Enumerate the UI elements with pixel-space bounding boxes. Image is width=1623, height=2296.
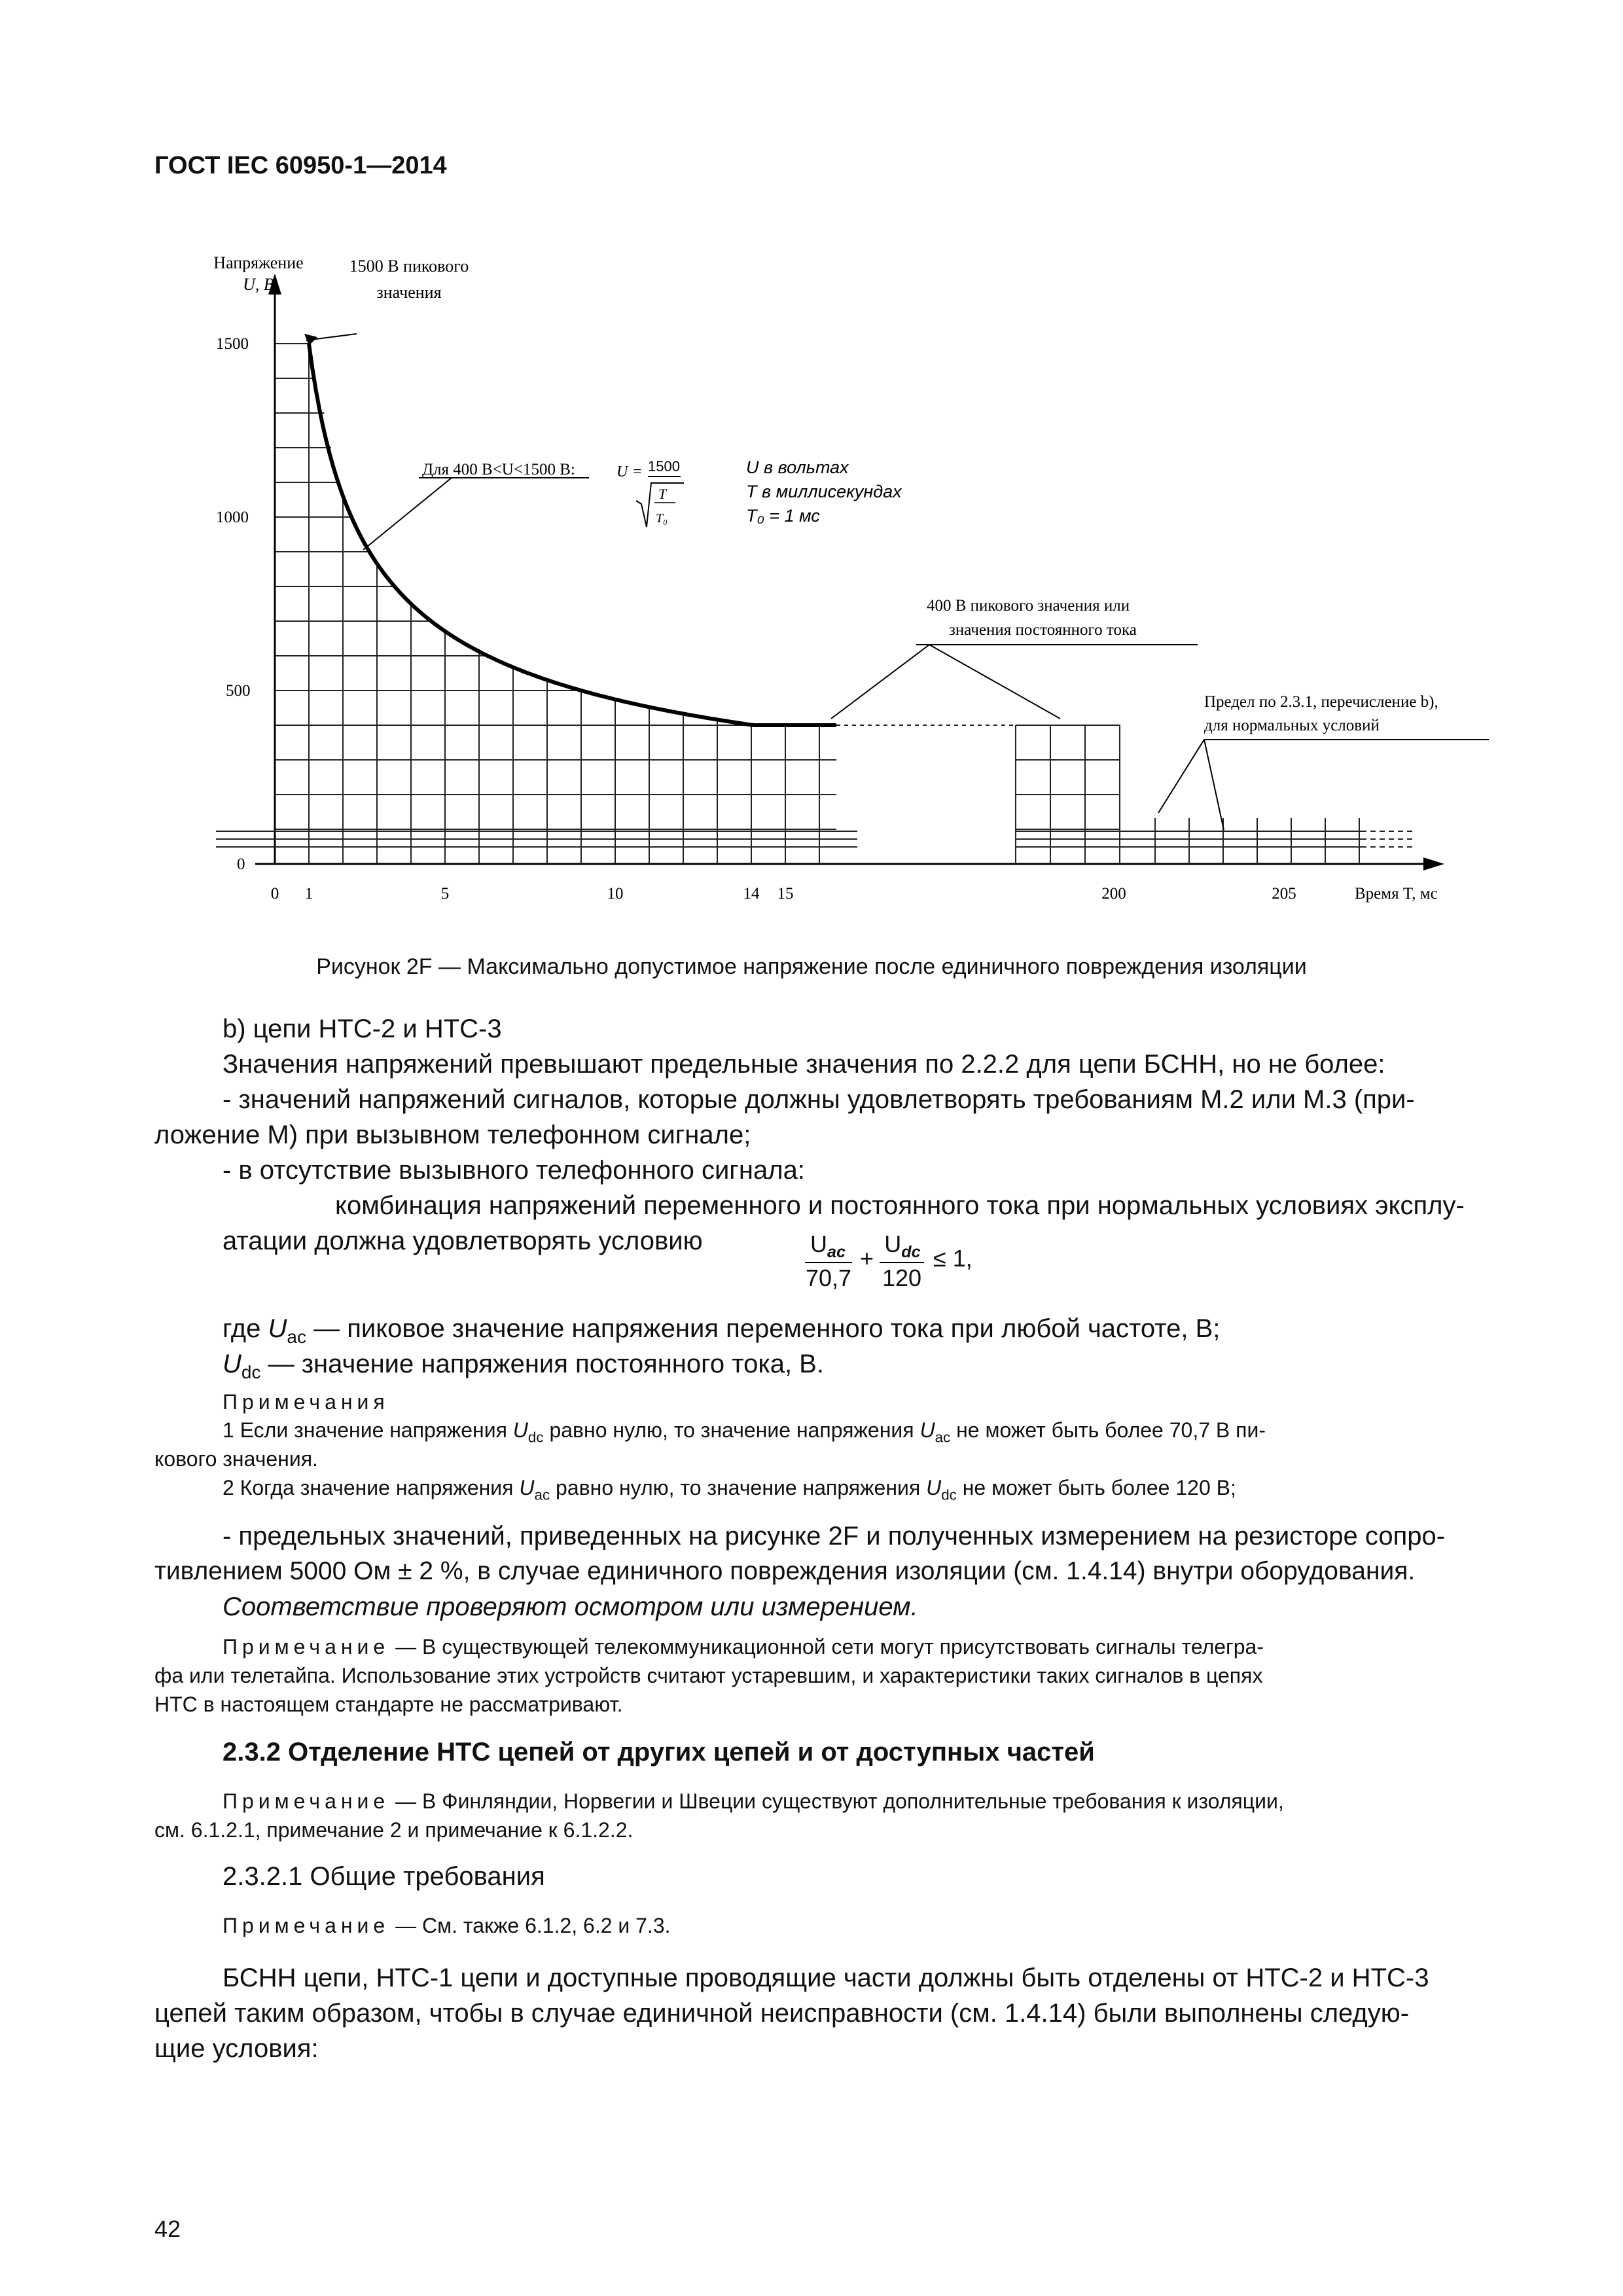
peak-note-1: 1500 В пикового [349, 257, 469, 276]
grid-left [275, 344, 836, 864]
figure-2f [131, 242, 1505, 949]
note-1-cont: кового значения. [154, 1447, 318, 1471]
x-tick-5: 5 [440, 885, 450, 903]
note400-leader-left [831, 645, 929, 719]
x-tick-14: 14 [743, 885, 760, 903]
peak-note-2: значения [376, 283, 442, 302]
eq-plus: + [860, 1245, 874, 1272]
x-axis-arrow [1423, 857, 1444, 870]
note-1: 1 Если значение напряжения $U_{dc}$ равно нулю, то значение напряжения $U_{ac}$ не может быть более 70,7 В пи- [223, 1418, 1266, 1446]
x-tick-10: 10 [607, 885, 624, 903]
where-2: $U_{dc}$ — значение напряжения постоянного тока, В. [223, 1350, 824, 1382]
axes [255, 274, 1444, 870]
para-5b: тивлением 5000 Ом ± 2 %, в случае единичного повреждения изоляции (см. 1.4.14) внутри оборудования. [154, 1557, 1416, 1585]
para-5a: - предельных значений, приведенных на рисунке 2F и полученных измерением на резисторе сопро- [223, 1522, 1446, 1551]
formula-leader [363, 478, 452, 550]
para-3: - в отсутствие вызывного телефонного сигнала: [223, 1156, 805, 1185]
note-3c: НТС в настоящем стандарте не рассматривают. [154, 1693, 623, 1716]
para-4a: комбинация напряжений переменного и постоянного тока при нормальных условиях эксплу- [335, 1191, 1465, 1220]
legend-1: U в вольтах [746, 457, 849, 477]
para-2a: - значений напряжений сигналов, которые должны удовлетворять требованиям М.2 или М.3 (при- [223, 1085, 1415, 1114]
note-5: Примечание — См. также 6.1.2, 6.2 и 7.3. [223, 1914, 671, 1937]
notelimit-leader-1 [1158, 740, 1204, 813]
y-tick-1000: 1000 [216, 509, 249, 526]
voltage-curve [309, 344, 836, 725]
y-tick-1500: 1500 [216, 335, 249, 353]
notelimit-2: для нормальных условий [1204, 717, 1380, 734]
para-7c: щие условия: [154, 2034, 319, 2063]
note-3b: фа или телетайпа. Использование этих устройств считают устаревшим, и характеристики таких сигналов в цепях [154, 1664, 1263, 1687]
notelimit-leader-2 [1204, 740, 1224, 830]
formula-den-t0: T₀ [656, 511, 668, 526]
note400-leader-right [929, 645, 1060, 719]
x-tick-0: 0 [270, 885, 279, 903]
eq-bar-2 [880, 1262, 924, 1263]
section-2-3-2-1: 2.3.2.1 Общие требования [223, 1862, 545, 1891]
note-2: 2 Когда значение напряжения $U_{ac}$ равно нулю, то значение напряжения $U_{dc}$ не может быть более 120 В; [223, 1476, 1236, 1503]
x-axis-label: Время T, мс [1355, 885, 1438, 903]
page-number: 42 [154, 2215, 181, 2242]
notelimit-1: Предел по 2.3.1, перечисление b), [1204, 693, 1438, 711]
note-4: Примечание — В Финляндии, Норвегии и Швеции существуют дополнительные требования к изоляции, [223, 1789, 1284, 1813]
y-tick-500: 500 [226, 682, 251, 700]
note400-2: значения постоянного тока [949, 621, 1137, 639]
note-4b: см. 6.1.2.1, примечание 2 и примечание к 6.1.2.2. [154, 1818, 633, 1842]
para-4b: атации должна удовлетворять условию [223, 1227, 703, 1255]
formula-num: 1500 [648, 458, 680, 475]
y-label-1: Напряжение [213, 253, 304, 272]
x-tick-205: 205 [1272, 885, 1296, 903]
para-1: Значения напряжений превышают предельные значения по 2.2.2 для цепи БСНН, но не более: [223, 1050, 1385, 1079]
formula-prefix: Для 400 В<U<1500 В: [422, 461, 575, 478]
y-tick-0: 0 [237, 855, 245, 873]
grid-right [836, 725, 1120, 864]
note-3: Примечание — В существующей телекоммуникационной сети могут присутствовать сигналы телегра- [223, 1635, 1264, 1659]
para-2b: ложение М) при вызывном телефонном сигнале; [154, 1121, 751, 1149]
b-title: b) цепи НТС-2 и НТС-3 [223, 1014, 502, 1043]
compliance-check: Соответствие проверяют осмотром или измерением. [223, 1592, 918, 1621]
limit-lines [216, 818, 1414, 864]
figure-caption: Рисунок 2F — Максимально допустимое напряжение после единичного повреждения изоляции [316, 954, 1307, 979]
eq-uac-den: 70,7 [805, 1265, 852, 1291]
eq-tail: ≤ 1, [933, 1245, 972, 1272]
x-tick-200: 200 [1101, 885, 1126, 903]
notes-title: Примечания [223, 1390, 389, 1414]
legend-3: T₀ = 1 мс [746, 506, 820, 526]
eq-udc-num: $U_{dc}$ [884, 1230, 921, 1262]
formula-den-t: T [658, 486, 667, 502]
document-header: ГОСТ IEC 60950-1—2014 [154, 152, 447, 179]
x-tick-15: 15 [777, 885, 794, 903]
para-7a: БСНН цепи, НТС-1 цепи и доступные проводящие части должны быть отделены от НТС-2 и НТС-3 [223, 1964, 1429, 1992]
where-1: где $U_{ac}$ — пиковое значение напряжения переменного тока при любой частоте, В; [223, 1314, 1221, 1347]
eq-uac-num: $U_{ac}$ [810, 1230, 846, 1262]
formula-lhs: U = [616, 463, 643, 480]
x-tick-1: 1 [304, 885, 313, 903]
section-2-3-2: 2.3.2 Отделение НТС цепей от других цепей и от доступных частей [223, 1738, 1095, 1767]
eq-udc-den: 120 [882, 1265, 922, 1291]
para-7b: цепей таким образом, чтобы в случае единичной неисправности (см. 1.4.14) были выполнены следую- [154, 1999, 1410, 2028]
y-label-2: U, В [243, 275, 274, 294]
note400-1: 400 В пикового значения или [927, 597, 1130, 615]
legend-2: T в миллисекундах [746, 482, 902, 501]
eq-bar-1 [805, 1262, 852, 1263]
